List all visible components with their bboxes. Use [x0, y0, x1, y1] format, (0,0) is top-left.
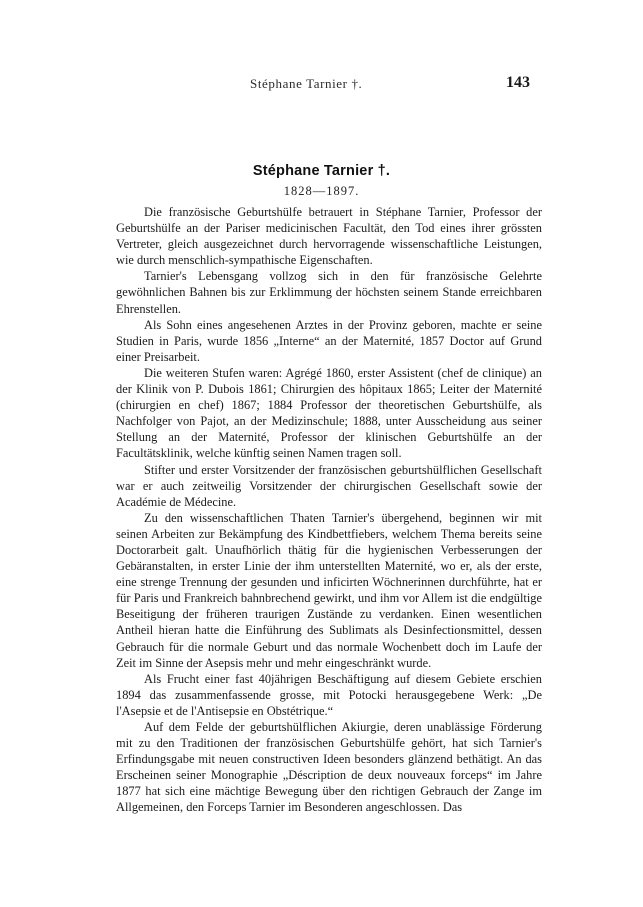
- article-body: [116, 204, 542, 816]
- article-years: 1828—1897.: [283, 184, 360, 198]
- paragraph: Die weiteren Stufen waren: Agrégé 1860, erster Assistent (chef de clinique) an der Klinik von P. Dubois 1861; Chirurgien des hôpitaux 1865; Leiter der Maternité (chirurgien en chef) 1867; 1884 Professor der theoretischen Geburtshülfe, als Nachfolger von Pajot, an der Medizinschule; 1888, unter Ausscheidung aus seiner Stellung an der Maternité, Professor der klinischen Geburtshülfe an der Facultätsklinik, welche künftig seinen Namen tragen soll.: [116, 365, 542, 461]
- article-title: Stéphane Tarnier †.: [252, 163, 391, 179]
- paragraph: Tarnier's Lebensgang vollzog sich in den für französische Gelehrte gewöhnlichen Bahnen bis zur Erklimmung der höchsten seinem Stande erreichbaren Ehrenstellen.: [116, 269, 542, 316]
- running-title: Stéphane Tarnier †.: [250, 76, 363, 91]
- paragraph: Stifter und erster Vorsitzender der französischen geburtshülflichen Gesellschaft war er auch zeitweilig Vorsitzender der chirurgischen Gesellschaft sowie der Académie de Médecine.: [116, 462, 542, 509]
- running-header: [0, 74, 643, 96]
- paragraph: Als Sohn eines angesehenen Arztes in der Provinz geboren, machte er seine Studien in Paris, wurde 1856 „Interne“ an der Maternité, 1857 Doctor auf Grund einer Preisarbeit.: [116, 317, 542, 364]
- paragraph: Auf dem Felde der geburtshülflichen Akiurgie, deren unablässige Förderung mit zu den Traditionen der französischen Geburtshülfe gehört, hat sich Tarnier's Erfindungsgabe mit neuen constructiven Ideen besonders glänzend bethätigt. An das Erscheinen seiner Monographie „Déscription de deux nouveaux forceps“ im Jahre 1877 hat sich eine mächtige Bewegung über den richtigen Gebrauch der Zange im Allgemeinen, den Forceps Tarnier im Besonderen angeschlossen. Das: [116, 720, 542, 815]
- paragraph: Zu den wissenschaftlichen Thaten Tarnier's übergehend, beginnen wir mit seinen Arbeiten zur Bekämpfung des Kindbettfiebers, welchem Thema bereits seine Doctorarbeit galt. Unaufhörlich thätig für die hygienischen Verbesserungen der Gebäranstalten, in erster Linie der ihm unterstellten Maternité, wo er, als der erste, eine strenge Trennung der gesunden und inficirten Wöchnerinnen durchführte, hat er für Paris und Frankreich bahnbrechend gewirkt, und ihm vor Allem ist die endgültige Beseitigung der früheren traurigen Zustände zu verdanken. Einen wesentlichen Antheil hieran hatte die Einführung des Sublimats als Desinfectionsmittel, dessen Gebrauch für die normale Geburt und das normale Wochenbett doch im Laufe der Zeit im Sinne der Asepsis mehr und mehr eingeschränkt wurde.: [116, 510, 542, 670]
- paragraph: Als Frucht einer fast 40jährigen Beschäftigung auf diesem Gebiete erschien 1894 das zusammenfassende grosse, mit Potocki herausgegebene Werk: „De l'Asepsie et de l'Antisepsie en Obstétrique.“: [116, 671, 542, 718]
- paragraph: Die französische Geburtshülfe betrauert in Stéphane Tarnier, Professor der Geburtshülfe an der Pariser medicinischen Facultät, den Tod eines ihrer grössten Vertreter, gleich ausgezeichnet durch hervorragende wissenschaftliche Leistungen, wie durch menschlich-sympathische Eigenschaften.: [116, 205, 542, 268]
- page-number: 143: [506, 74, 530, 91]
